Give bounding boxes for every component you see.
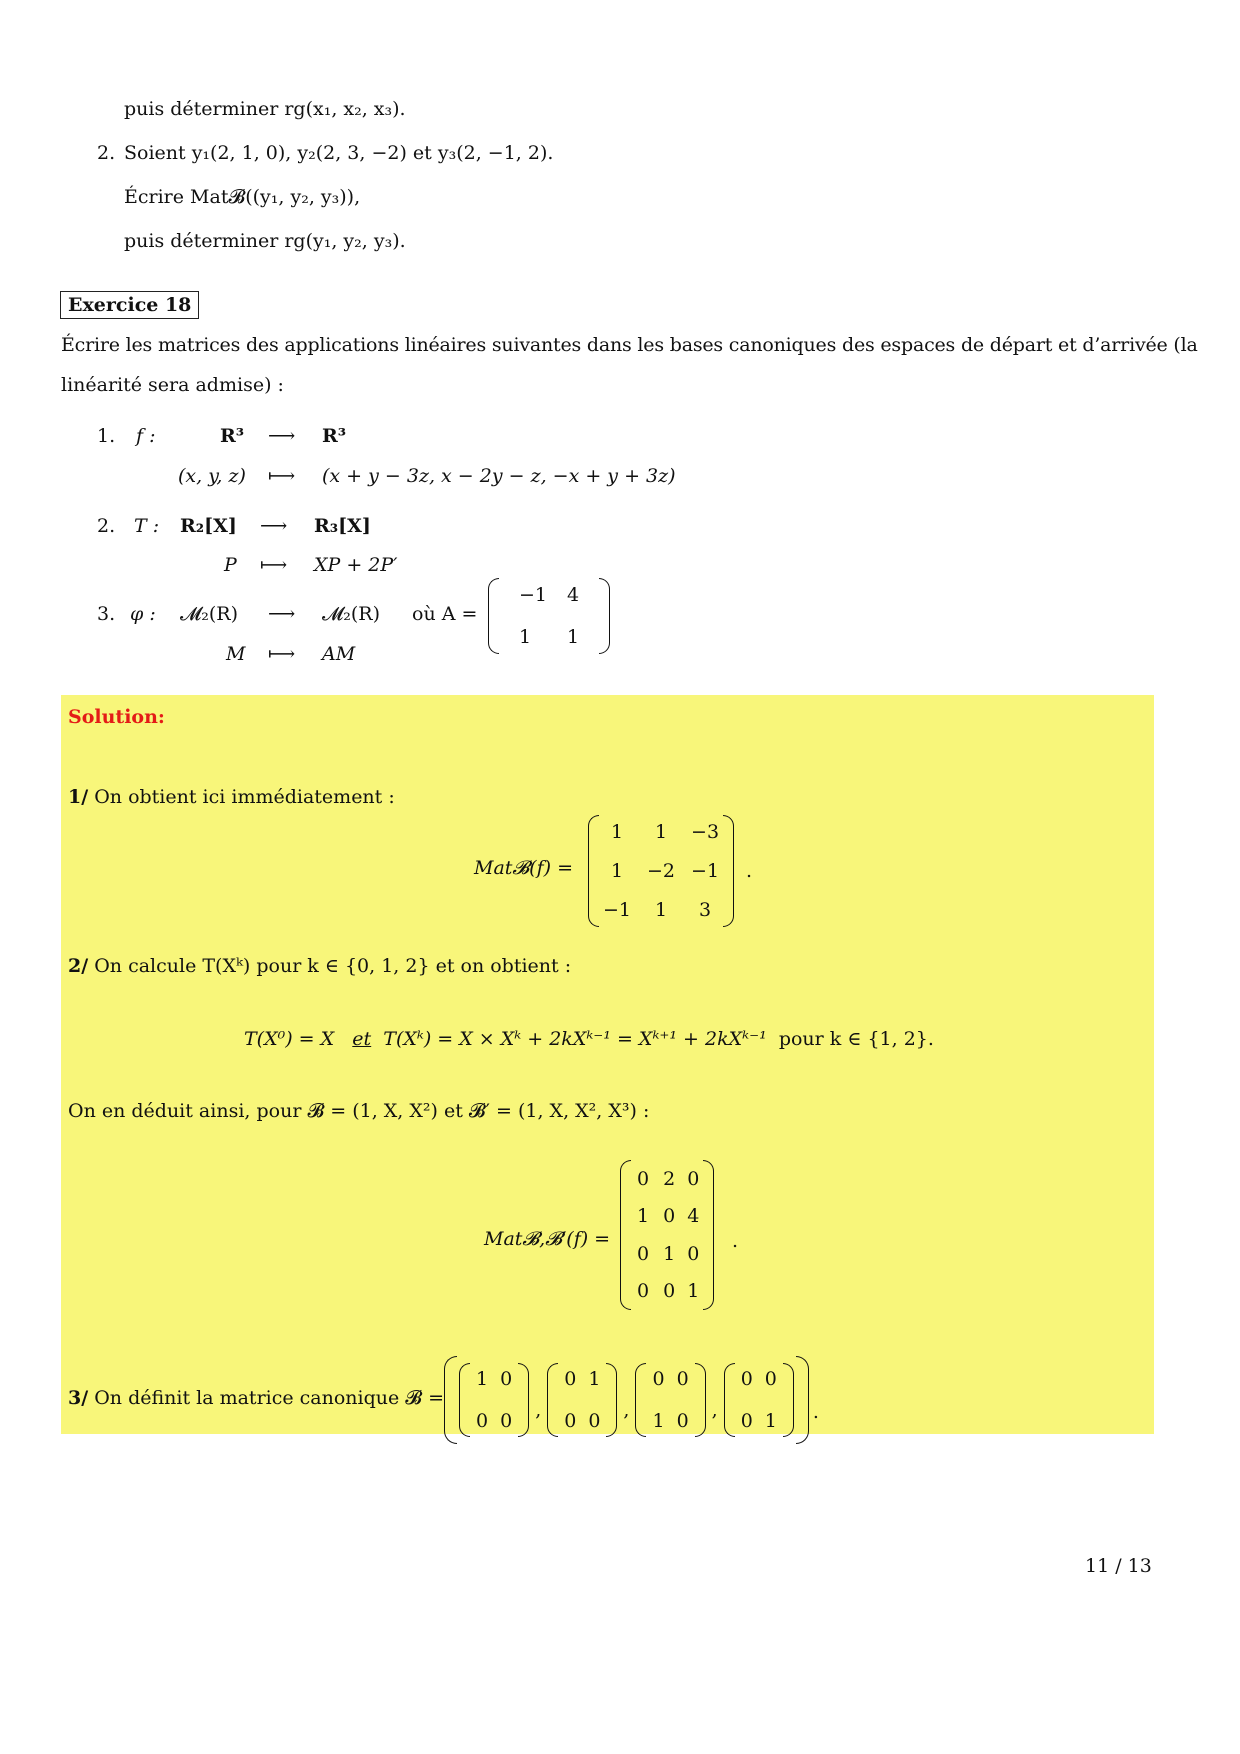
matrix-cell: 1 (588, 1367, 601, 1390)
left-paren-icon (620, 1160, 631, 1310)
solution-part-3 (68, 1387, 444, 1409)
matrix-cell: 0 (564, 1409, 577, 1432)
matrix-cell: −1 (603, 899, 632, 922)
list-number: 3. (97, 603, 116, 625)
solution-part-1 (68, 786, 395, 808)
left-paren-icon (444, 1356, 457, 1444)
matrix-cell: 4 (567, 583, 580, 606)
left-paren-icon (547, 1363, 558, 1437)
right-paren-icon (518, 1363, 529, 1437)
left-paren-icon (588, 815, 599, 927)
list-number: 2. (97, 515, 116, 537)
arrow-icon: ⟶ (268, 603, 296, 625)
intro-line: puis déterminer rg(y₁, y₂, y₃). (124, 230, 406, 252)
arrow-icon: ⟶ (268, 425, 296, 447)
matrix-cell: −3 (691, 820, 720, 843)
period: . (746, 860, 753, 882)
matrix-cell: 0 (637, 1242, 650, 1265)
matrix-cell: 0 (740, 1367, 753, 1390)
where-label: où A = (412, 603, 478, 625)
mapsto-icon: ⟼ (260, 554, 288, 576)
left-paren-icon (724, 1363, 735, 1437)
intro-line: Soient y₁(2, 1, 0), y₂(2, 3, −2) et y₃(2, −1, 2). (124, 142, 554, 164)
list-number: 2. (97, 142, 116, 164)
equation (244, 1028, 934, 1050)
exercise-statement: Écrire les matrices des applications linéaires suivantes dans les bases canoniques des espaces de départ et d’arrivée (la (61, 334, 1198, 356)
map-domain: 𝓜₂(R) (180, 603, 239, 625)
map-codomain: R₃[X] (314, 515, 371, 537)
equation-et: et (352, 1028, 372, 1050)
intro-line: puis déterminer rg(x₁, x₂, x₃). (124, 98, 406, 120)
part-text: On obtient ici immédiatement : (94, 786, 395, 808)
matrix-cell: 4 (687, 1205, 700, 1228)
exercise-statement: linéarité sera admise) : (61, 374, 284, 396)
matrix-cell: 1 (663, 1242, 676, 1265)
map-name: T : (134, 515, 160, 537)
left-paren-icon (488, 578, 499, 654)
matrix-cell: 1 (764, 1409, 777, 1432)
matrix-cell: 0 (663, 1205, 676, 1228)
matrix-cell: 0 (500, 1367, 513, 1390)
matrix-cell: 0 (676, 1367, 689, 1390)
map-var: P (224, 554, 237, 576)
map-codomain: R³ (322, 425, 347, 447)
solution-part-2 (68, 955, 571, 977)
basis-matrix-4 (724, 1363, 794, 1437)
equation-left: T(X⁰) = X (244, 1028, 335, 1050)
exercise-title: Exercice 18 (60, 291, 199, 319)
part-text: On définit la matrice canonique 𝓑 = (94, 1387, 445, 1409)
intro-line: Écrire Mat𝓑((y₁, y₂, y₃)), (124, 186, 361, 208)
matrix-f (588, 815, 734, 927)
matrix-cell: 0 (764, 1367, 777, 1390)
matrix-cell: 0 (588, 1409, 601, 1432)
list-number: 1. (97, 425, 116, 447)
solution-title: Solution: (68, 706, 165, 728)
matrix-cell: 0 (637, 1280, 650, 1303)
matrix-cell: 0 (676, 1409, 689, 1432)
matrix-cell: 1 (610, 859, 624, 882)
mapsto-icon: ⟼ (268, 643, 296, 665)
part-text: On calcule T(Xᵏ) pour k ∈ {0, 1, 2} et on obtient : (94, 955, 572, 977)
matrix-A (488, 578, 610, 654)
matrix-cell: 1 (519, 625, 532, 648)
map-name: φ : (130, 603, 156, 625)
left-paren-icon (635, 1363, 646, 1437)
part-label: 3/ (68, 1387, 89, 1409)
map-name: f : (136, 425, 156, 447)
matrix-cell: 0 (476, 1409, 489, 1432)
basis-matrix-1 (459, 1363, 529, 1437)
map-domain: R₂[X] (180, 515, 237, 537)
matrix-cell: 1 (637, 1205, 650, 1228)
left-paren-icon (459, 1363, 470, 1437)
map-image: AM (322, 643, 356, 665)
separator: , (535, 1399, 542, 1421)
matrix-cell: 1 (567, 625, 580, 648)
matrix-cell: −1 (519, 583, 548, 606)
part-label: 1/ (68, 786, 89, 808)
matrix-cell: 0 (652, 1367, 665, 1390)
matrix-lhs: Mat𝓑,𝓑′(f) = (484, 1228, 611, 1250)
matrix-cell: 1 (476, 1367, 489, 1390)
matrix-cell: 1 (654, 899, 668, 922)
matrix-cell: 0 (564, 1367, 577, 1390)
map-image: XP + 2P′ (314, 554, 398, 576)
matrix-cell: 1 (610, 820, 624, 843)
page-number: 11 / 13 (1085, 1555, 1152, 1577)
matrix-cell: 0 (500, 1409, 513, 1432)
right-paren-icon (599, 578, 610, 654)
matrix-cell: 0 (687, 1242, 700, 1265)
matrix-cell: 0 (687, 1167, 700, 1190)
matrix-cell: 0 (663, 1280, 676, 1303)
matrix-cell: 1 (654, 820, 668, 843)
basis-matrix-3 (635, 1363, 705, 1437)
separator: , (623, 1399, 630, 1421)
right-paren-icon (695, 1363, 706, 1437)
right-paren-icon (783, 1363, 794, 1437)
matrix-cell: 1 (687, 1280, 700, 1303)
part-label: 2/ (68, 955, 89, 977)
right-paren-icon (796, 1356, 809, 1444)
matrix-cell: −1 (691, 859, 720, 882)
matrix-cell: 2 (663, 1167, 676, 1190)
map-var: M (226, 643, 246, 665)
matrix-lhs: Mat𝓑(f) = (474, 857, 573, 879)
matrix-cell: −2 (647, 859, 676, 882)
right-paren-icon (703, 1160, 714, 1310)
period: . (812, 1401, 819, 1423)
mapsto-icon: ⟼ (268, 465, 296, 487)
period: . (732, 1230, 739, 1252)
map-domain: R³ (220, 425, 245, 447)
map-var: (x, y, z) (178, 465, 246, 487)
matrix-cell: 0 (740, 1409, 753, 1432)
basis-matrix-2 (547, 1363, 617, 1437)
equation-tail: pour k ∈ {1, 2}. (778, 1028, 934, 1050)
matrix-cell: 3 (698, 899, 712, 922)
arrow-icon: ⟶ (260, 515, 288, 537)
separator: , (711, 1399, 718, 1421)
matrix-cell: 0 (637, 1167, 650, 1190)
map-codomain: 𝓜₂(R) (322, 603, 381, 625)
matrix-T (620, 1160, 714, 1310)
deduce-line: On en déduit ainsi, pour 𝓑 = (1, X, X²) et 𝓑′ = (1, X, X², X³) : (68, 1100, 650, 1122)
equation-right: T(Xᵏ) = X × Xᵏ + 2kXᵏ⁻¹ = Xᵏ⁺¹ + 2kXᵏ⁻¹ (383, 1028, 767, 1050)
right-paren-icon (723, 815, 734, 927)
canonical-basis (444, 1355, 819, 1445)
matrix-cell: 1 (652, 1409, 665, 1432)
right-paren-icon (606, 1363, 617, 1437)
map-image: (x + y − 3z, x − 2y − z, −x + y + 3z) (322, 465, 676, 487)
